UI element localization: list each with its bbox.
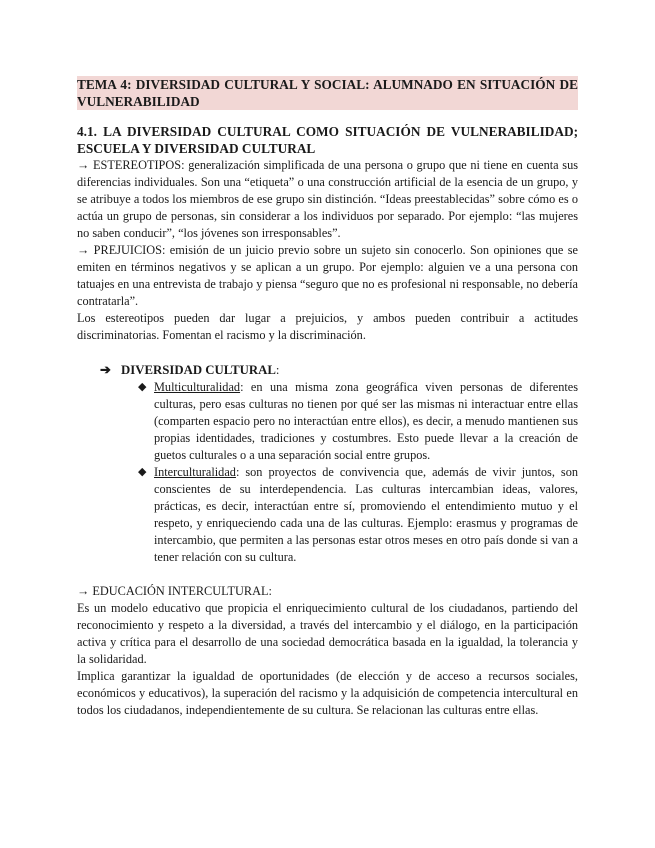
interculturalidad-text: : son proyectos de convivencia que, además de vivir juntos, son conscientes de su interdependencia. Las culturas intercambian ideas, valores, prácticas, es decir, interactúan entre sí, promoviendo el entendimiento mutuo y el respeto, y enriqueciendo cada una de las culturas. Ejemplo: erasmus y programas de intercambio, que permiten a las personas estar otros meses en otro país donde si van a tener relación con su cultura. xyxy=(154,464,578,564)
diversidad-heading-text: DIVERSIDAD CULTURAL xyxy=(121,362,276,377)
document-page xyxy=(77,76,578,719)
diamond-bullet-icon: ◆ xyxy=(138,465,147,478)
multiculturalidad-paragraph xyxy=(154,379,578,464)
spacer xyxy=(77,566,578,583)
interculturalidad-paragraph xyxy=(154,464,578,566)
spacer xyxy=(77,345,578,362)
educacion-heading: → EDUCACIÓN INTERCULTURAL: xyxy=(77,584,272,599)
educacion-paragraph-2: Implica garantizar la igualdad de oportunidades (de elección y de acceso a recursos sociales, económicos y educativos), la superación del racismo y la adquisición de competencia intercultural en todos los ciudadanos, independientemente de su cultura. Se relacionan las culturas entre ellas. xyxy=(77,669,578,718)
diversidad-heading xyxy=(100,362,578,379)
educacion-paragraph-1: Es un modelo educativo que propicia el enriquecimiento cultural de los ciudadanos, partiendo del reconocimiento y respeto a la diversidad, a través del intercambio y el diálogo, en la participación activa y crítica para el desarrollo de una sociedad democrática basada en la igualdad, la tolerancia y la solidaridad. xyxy=(77,601,578,667)
multiculturalidad-text: : en una misma zona geográfica viven personas de diferentes culturas, pero esas culturas no tienen por qué ser las mismas ni interactuar entre ellas (comparten espacio pero no interactúan entre ellos), es decir, a menudo mantienen sus propias identidades, tradiciones y costumbres. Esto puede llevar a la creación de guetos culturales o a una separación social entre grupos. xyxy=(154,379,578,462)
conclusion-paragraph: Los estereotipos pueden dar lugar a prejuicios, y ambos pueden contribuir a actitudes discriminatorias. Fomentan el racismo y la discriminación. xyxy=(77,311,578,343)
estereotipos-paragraph: → ESTEREOTIPOS: generalización simplificada de una persona o grupo que ni tiene en cuenta sus diferencias individuales. Son una “etiqueta” o una construcción artificial de la esencia de un grupo, y se atribuye a todos los miembros de ese grupo sin distinción. “Ideas preestablecidas” sobre cómo es o actúa un grupo de personas, sin considerar a los individuos por separado. Por ejemplo: “las mujeres no saben conducir”, “los jóvenes son irresponsables”. xyxy=(77,158,578,241)
arrow-icon: ➔ xyxy=(100,362,111,377)
list-item xyxy=(77,464,578,566)
document-title: TEMA 4: DIVERSIDAD CULTURAL Y SOCIAL: ALUMNADO EN SITUACIÓN DE VULNERABILIDAD xyxy=(77,77,578,109)
interculturalidad-term: Interculturalidad xyxy=(154,464,236,479)
list-item xyxy=(77,379,578,464)
multiculturalidad-term: Multiculturalidad xyxy=(154,379,241,394)
prejuicios-paragraph: → PREJUICIOS: emisión de un juicio previo sobre un sujeto sin conocerlo. Son opiniones que se emiten en términos negativos y se aplican a un grupo. Por ejemplo: alguien ve a una persona con tatuajes en una entrevista de trabajo y piensa “seguro que no es profesional ni responsable, no debería contratarla”. xyxy=(77,243,578,309)
diversidad-heading-colon: : xyxy=(275,362,280,377)
diamond-bullet-icon: ◆ xyxy=(138,380,147,393)
section-heading: 4.1. LA DIVERSIDAD CULTURAL COMO SITUACIÓN DE VULNERABILIDAD; ESCUELA Y DIVERSIDAD CULTURAL xyxy=(77,124,578,156)
